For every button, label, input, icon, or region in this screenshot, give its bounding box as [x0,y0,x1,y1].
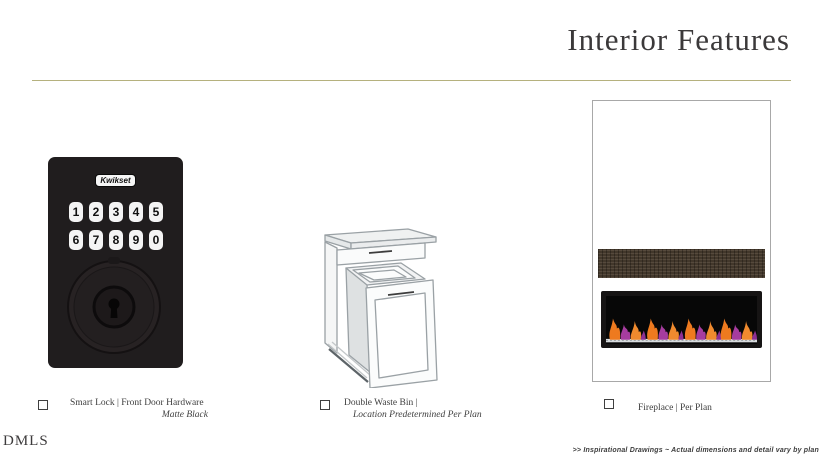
keypad-key-0: 0 [149,230,163,250]
caption-smart-lock-detail: Matte Black [161,409,208,420]
footnote-disclaimer: >> Inspirational Drawings ~ Actual dimensions and detail vary by plan [572,447,819,454]
keypad-key-6: 6 [69,230,83,250]
keypad-key-5: 5 [149,202,163,222]
caption-fireplace-label: Fireplace | Per Plan [638,403,712,413]
caption-smart-lock [70,398,208,421]
fireplace-image [592,100,771,382]
fireplace-unit [601,291,762,348]
dmls-logo: DMLS [3,433,49,449]
caption-smart-lock-label: Smart Lock | Front Door Hardware [70,398,204,408]
caption-fireplace [638,403,712,415]
keypad-key-4: 4 [129,202,143,222]
keypad-key-3: 3 [109,202,123,222]
keypad-key-7: 7 [89,230,103,250]
caption-waste-bin [344,398,514,421]
header-divider-line [32,80,791,81]
caption-waste-bin-detail: Location Predetermined Per Plan [353,409,482,420]
page-title: Interior Features [567,22,790,57]
keypad-key-1: 1 [69,202,83,222]
fireplace-glass [606,296,757,344]
checkbox-smart-lock[interactable] [38,400,48,410]
keypad-key-9: 9 [129,230,143,250]
keypad-key-8: 8 [109,230,123,250]
smart-lock-image [48,157,183,368]
kwikset-brand-badge: Kwikset [95,174,136,187]
keypad-key-2: 2 [89,202,103,222]
fireplace-mantel [598,249,765,278]
deadbolt-graphic [48,157,183,368]
fireplace-flames [606,304,757,344]
checkbox-waste-bin[interactable] [320,400,330,410]
caption-waste-bin-label: Double Waste Bin | [344,398,418,408]
waste-bin-drawing [322,222,440,388]
checkbox-fireplace[interactable] [604,399,614,409]
